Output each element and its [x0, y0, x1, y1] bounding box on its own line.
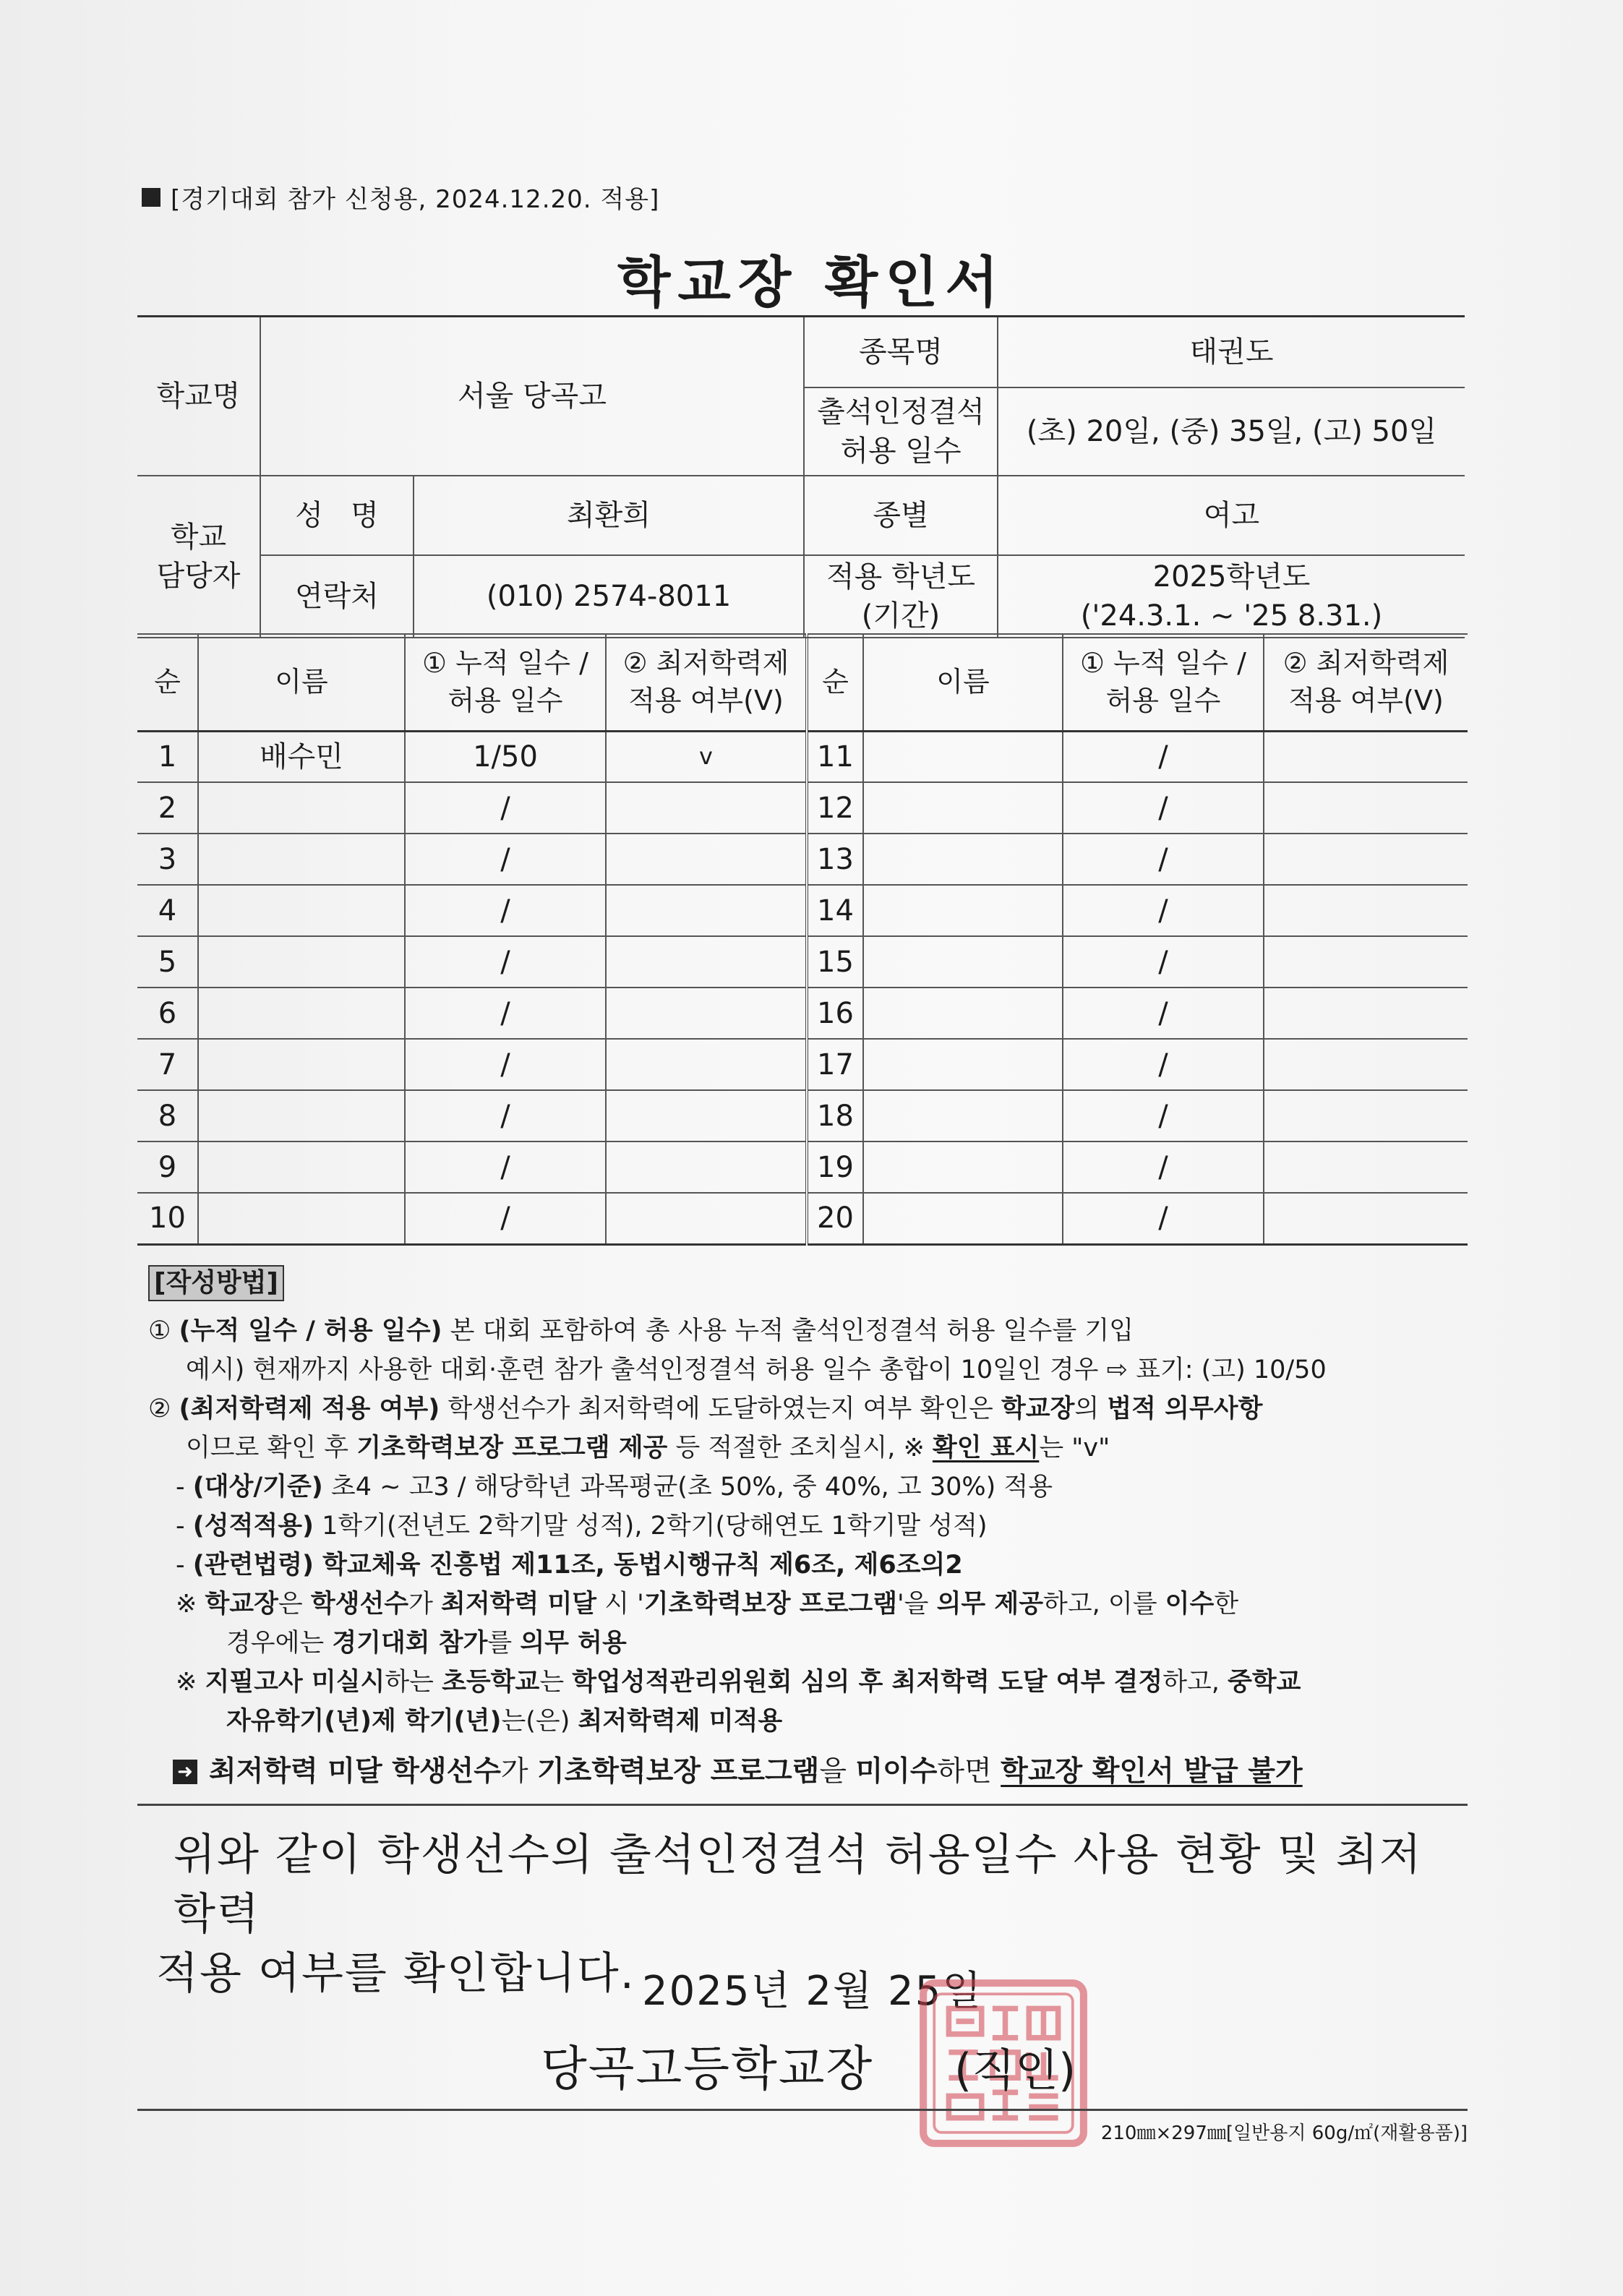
row-min-check: v: [606, 731, 807, 782]
form-usage-text: [경기대회 참가 신청용, 2024.12.20. 적용]: [171, 185, 660, 214]
row-min-check: [606, 1193, 807, 1244]
school-year-label-line1: 적용 학년도: [826, 560, 975, 594]
row-days: /: [1063, 1193, 1264, 1244]
school-year-value: [998, 555, 1465, 638]
gender-label: 종별: [804, 476, 998, 555]
row-name: [198, 1141, 405, 1193]
row-days: /: [405, 834, 606, 885]
row-days: /: [1063, 1141, 1264, 1193]
note-1: ① (누적 일수 / 허용 일수) 본 대회 포함하여 총 사용 누적 출석인정결석 허용 일수를 기입: [148, 1316, 1134, 1345]
row-name: [198, 782, 405, 834]
row-min-check: [1264, 782, 1468, 834]
row-min-check: [606, 988, 807, 1039]
row-no: 11: [807, 731, 863, 782]
row-days: /: [405, 885, 606, 936]
table-row: [137, 782, 1468, 834]
row-name: [198, 936, 405, 988]
col-no-left: 순: [137, 634, 198, 731]
row-min-check: [606, 1090, 807, 1141]
row-name: [863, 1141, 1063, 1193]
row-min-check: [606, 1039, 807, 1090]
school-staff-label: [137, 476, 260, 638]
row-days: /: [405, 988, 606, 1039]
row-no: 6: [137, 988, 198, 1039]
roster-header-row: [137, 634, 1468, 731]
principal-title: 당곡고등학교장: [541, 2041, 874, 2096]
school-year-value-line1: 2025학년도: [1152, 560, 1311, 594]
row-no: 7: [137, 1039, 198, 1090]
row-no: 19: [807, 1141, 863, 1193]
contact-label: 연락처: [260, 555, 414, 638]
row-min-check: [606, 936, 807, 988]
special-note-1: ※ 학교장은 학생선수가 최저학력 미달 시 '기초학력보장 프로그램'을 의무 제공하고, 이를 이수한: [176, 1590, 1239, 1619]
bottom-divider: [137, 2109, 1468, 2111]
staff-name-label: 성 명: [260, 476, 414, 555]
row-no: 16: [807, 988, 863, 1039]
row-no: 17: [807, 1039, 863, 1090]
special-note-2: ※ 지필고사 미실시하는 초등학교는 학업성적관리위원회 심의 후 최저학력 도달 여부 결정하고, 중학교: [176, 1668, 1301, 1697]
row-min-check: [606, 834, 807, 885]
table-row: [137, 1039, 1468, 1090]
row-days: /: [1063, 834, 1264, 885]
row-min-check: [1264, 731, 1468, 782]
row-name: [863, 1193, 1063, 1244]
arrow-box-icon: ➜: [173, 1760, 197, 1784]
paper-spec: 210㎜×297㎜[일반용지 60g/㎡(재활용품)]: [1100, 2122, 1468, 2144]
row-no: 2: [137, 782, 198, 834]
row-min-check: [1264, 1039, 1468, 1090]
row-days: /: [405, 1090, 606, 1141]
row-name: [863, 1039, 1063, 1090]
row-no: 4: [137, 885, 198, 936]
seal-label: (직인): [954, 2044, 1076, 2096]
row-no: 12: [807, 782, 863, 834]
note-1-example: 예시) 현재까지 사용한 대회·훈련 참가 출석인정결석 허용 일수 총합이 10일인 경우 ⇨ 표기: (고) 10/50: [186, 1355, 1327, 1384]
table-row: [137, 1141, 1468, 1193]
col-days-left-line2: 허용 일수: [447, 684, 563, 716]
special-note-1-line2: 경우에는 경기대회 참가를 의무 허용: [226, 1629, 627, 1658]
table-row: [137, 1090, 1468, 1141]
row-name: [863, 988, 1063, 1039]
row-no: 8: [137, 1090, 198, 1141]
school-year-label-line2: (기간): [861, 599, 941, 633]
table-row: [137, 731, 1468, 782]
col-min-right: [1264, 634, 1468, 731]
col-name-left: 이름: [198, 634, 405, 731]
square-bullet-icon: [142, 188, 160, 207]
row-min-check: [606, 782, 807, 834]
detail-grades: - (성적적용) 1학기(전년도 2학기말 성적), 2학기(당해연도 1학기말 성적): [176, 1512, 988, 1541]
row-no: 13: [807, 834, 863, 885]
event-value: 태권도: [998, 317, 1465, 387]
row-name: [863, 834, 1063, 885]
absence-days-label-line2: 허용 일수: [840, 434, 962, 468]
absence-days-value: (초) 20일, (중) 35일, (고) 50일: [998, 387, 1465, 476]
school-staff-label-line1: 학교: [170, 520, 227, 554]
detail-law: - (관련법령) 학교체육 진흥법 제11조, 동법시행규칙 제6조, 제6조의2: [176, 1551, 963, 1580]
row-name: [198, 1193, 405, 1244]
final-warning: ➜ 최저학력 미달 학생선수가 기초학력보장 프로그램을 미이수하면 학교장 확인서 발급 불가: [148, 1752, 1471, 1791]
col-days-right-line1: ① 누적 일수 /: [1080, 647, 1246, 680]
row-days: /: [405, 1193, 606, 1244]
row-name: [198, 834, 405, 885]
row-no: 9: [137, 1141, 198, 1193]
row-no: 14: [807, 885, 863, 936]
school-staff-label-line2: 담당자: [156, 559, 241, 593]
row-days: /: [1063, 1039, 1264, 1090]
col-min-right-line1: ② 최저학력제: [1282, 647, 1449, 680]
confirmation-line2: 적용 여부를 확인합니다.: [156, 1948, 635, 1999]
row-name: [863, 885, 1063, 936]
row-no: 18: [807, 1090, 863, 1141]
staff-name-value: 최환희: [414, 476, 804, 555]
row-no: 3: [137, 834, 198, 885]
row-min-check: [1264, 834, 1468, 885]
row-min-check: [1264, 885, 1468, 936]
row-days: /: [405, 782, 606, 834]
col-days-left: [405, 634, 606, 731]
school-name-value: 서울 당곡고: [260, 317, 804, 476]
gender-value: 여고: [998, 476, 1465, 555]
section-divider: [137, 1804, 1468, 1806]
note-2-line2: 이므로 확인 후 기초학력보장 프로그램 제공 등 적절한 조치실시, ※ 확인 표시는 "v": [186, 1434, 1110, 1462]
form-usage-label: [142, 179, 659, 215]
absence-days-label-line1: 출석인정결석: [817, 395, 985, 429]
instructions-heading: [작성방법]: [148, 1265, 284, 1301]
row-min-check: [1264, 936, 1468, 988]
table-row: [137, 988, 1468, 1039]
table-row: [137, 1193, 1468, 1244]
row-name: [198, 1039, 405, 1090]
row-days: /: [1063, 988, 1264, 1039]
table-row: [137, 936, 1468, 988]
document-title: 학교장 확인서: [617, 250, 1006, 314]
row-days: /: [1063, 782, 1264, 834]
row-min-check: [1264, 1090, 1468, 1141]
student-roster-table: [137, 633, 1468, 1246]
confirmation-line1: 위와 같이 학생선수의 출석인정결석 허용일수 사용 현황 및 최저학력: [174, 1830, 1423, 1940]
row-no: 1: [137, 731, 198, 782]
note-2: ② (최저학력제 적용 여부) 학생선수가 최저학력에 도달하였는지 여부 확인은 학교장의 법적 의무사항: [148, 1395, 1263, 1423]
row-days: /: [1063, 936, 1264, 988]
contact-value: (010) 2574-8011: [414, 555, 804, 638]
col-min-left-line1: ② 최저학력제: [622, 647, 789, 680]
row-name: [863, 731, 1063, 782]
row-name: [198, 988, 405, 1039]
school-name-label: 학교명: [137, 317, 260, 476]
row-days: /: [1063, 1090, 1264, 1141]
special-note-2-line2: 자유학기(년)제 학기(년)는(은) 최저학력제 미적용: [226, 1707, 783, 1736]
col-min-left-line2: 적용 여부(V): [628, 684, 784, 716]
col-name-right: 이름: [863, 634, 1063, 731]
col-days-right-line2: 허용 일수: [1105, 684, 1221, 716]
col-days-right: [1063, 634, 1264, 731]
row-min-check: [1264, 988, 1468, 1039]
confirmation-date: 2025년 2월 25일: [642, 1968, 983, 2015]
row-name: [863, 782, 1063, 834]
absence-days-label: [804, 387, 998, 476]
roster-body: [137, 731, 1468, 1244]
row-days: /: [1063, 885, 1264, 936]
col-min-right-line2: 적용 여부(V): [1288, 684, 1444, 716]
row-days: /: [405, 936, 606, 988]
event-label: 종목명: [804, 317, 998, 387]
col-no-right: 순: [807, 634, 863, 731]
school-year-label: [804, 555, 998, 638]
row-no: 10: [137, 1193, 198, 1244]
row-days: /: [405, 1039, 606, 1090]
row-name: [863, 1090, 1063, 1141]
row-name: [863, 936, 1063, 988]
instructions-section: [148, 1264, 1471, 1791]
row-no: 5: [137, 936, 198, 988]
row-name: 배수민: [198, 731, 405, 782]
row-no: 15: [807, 936, 863, 988]
row-min-check: [1264, 1141, 1468, 1193]
row-no: 20: [807, 1193, 863, 1244]
table-row: [137, 834, 1468, 885]
school-year-value-line2: ('24.3.1. ~ '25 8.31.): [1080, 599, 1383, 633]
table-row: [137, 885, 1468, 936]
col-days-left-line1: ① 누적 일수 /: [422, 647, 588, 680]
row-name: [198, 1090, 405, 1141]
row-min-check: [606, 885, 807, 936]
row-min-check: [1264, 1193, 1468, 1244]
col-min-left: [606, 634, 807, 731]
row-days: /: [405, 1141, 606, 1193]
row-name: [198, 885, 405, 936]
row-days: /: [1063, 731, 1264, 782]
detail-target: - (대상/기준) 초4 ~ 고3 / 해당학년 과목평균(초 50%, 중 40%, 고 30%) 적용: [176, 1473, 1053, 1502]
row-days: 1/50: [405, 731, 606, 782]
info-table: [137, 315, 1465, 638]
row-min-check: [606, 1141, 807, 1193]
